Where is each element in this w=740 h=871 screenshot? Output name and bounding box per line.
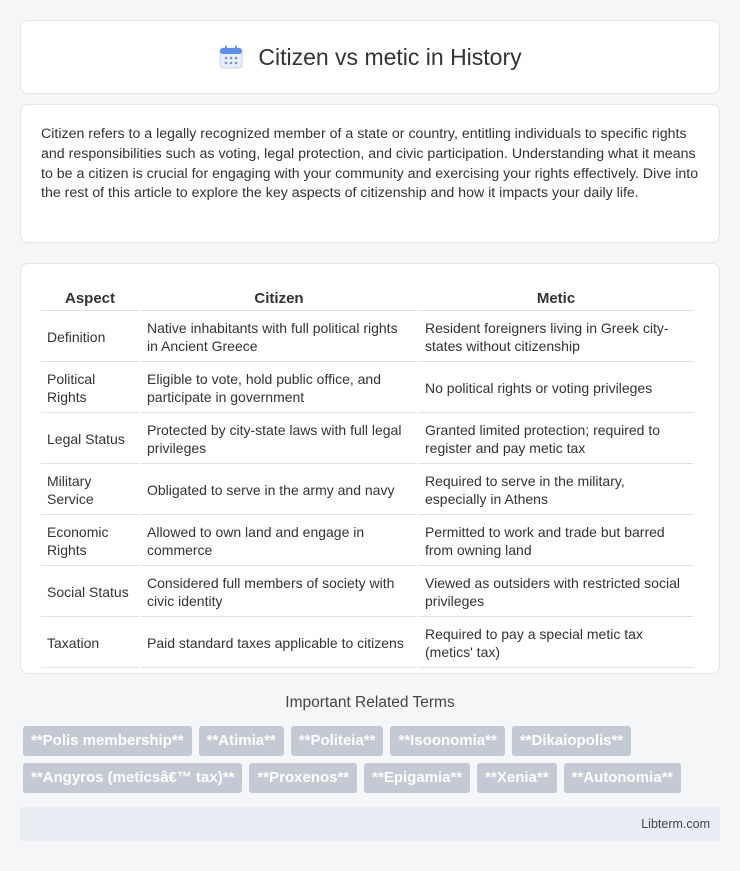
related-tag[interactable]: **Isoonomia** bbox=[390, 726, 504, 756]
footer-site-link[interactable]: Libterm.com bbox=[641, 817, 710, 831]
related-terms-tags bbox=[23, 726, 713, 800]
related-tag[interactable]: **Politeia** bbox=[291, 726, 384, 756]
cell-aspect: Political Rights bbox=[41, 364, 139, 413]
related-tag[interactable]: **Autonomia** bbox=[564, 763, 682, 793]
cell-aspect: Legal Status bbox=[41, 415, 139, 464]
cell-metic: Permitted to work and trade but barred from owning land bbox=[419, 517, 693, 566]
related-tag[interactable]: **Polis membership** bbox=[23, 726, 192, 756]
table-row bbox=[41, 517, 693, 566]
cell-citizen: Considered full members of society with civic identity bbox=[141, 568, 417, 617]
cell-metic: No political rights or voting privileges bbox=[419, 364, 693, 413]
table-header-row bbox=[41, 286, 693, 311]
related-tag[interactable]: **Angyros (meticsâ€™ tax)** bbox=[23, 763, 242, 793]
cell-aspect: Social Status bbox=[41, 568, 139, 617]
table-row bbox=[41, 313, 693, 362]
cell-citizen: Obligated to serve in the army and navy bbox=[141, 466, 417, 515]
cell-metic: Required to pay a special metic tax (metics' tax) bbox=[419, 619, 693, 668]
comparison-table-card bbox=[20, 263, 720, 674]
related-tag[interactable]: **Xenia** bbox=[477, 763, 556, 793]
header-metic: Metic bbox=[419, 286, 693, 311]
table-row bbox=[41, 466, 693, 515]
cell-aspect: Military Service bbox=[41, 466, 139, 515]
page-title: Citizen vs metic in History bbox=[258, 43, 522, 70]
related-tag[interactable]: **Atimia** bbox=[199, 726, 284, 756]
table-row bbox=[41, 568, 693, 617]
cell-citizen: Native inhabitants with full political rights in Ancient Greece bbox=[141, 313, 417, 362]
cell-aspect: Definition bbox=[41, 313, 139, 362]
related-terms-title: Important Related Terms bbox=[285, 694, 455, 711]
table-row bbox=[41, 619, 693, 668]
cell-metic: Resident foreigners living in Greek city-states without citizenship bbox=[419, 313, 693, 362]
cell-metic: Viewed as outsiders with restricted social privileges bbox=[419, 568, 693, 617]
cell-citizen: Allowed to own land and engage in commerce bbox=[141, 517, 417, 566]
cell-metic: Required to serve in the military, especially in Athens bbox=[419, 466, 693, 515]
cell-citizen: Paid standard taxes applicable to citizens bbox=[141, 619, 417, 668]
header-aspect: Aspect bbox=[41, 286, 139, 311]
table-row bbox=[41, 415, 693, 464]
tag-row bbox=[23, 763, 713, 793]
intro-text: Citizen refers to a legally recognized member of a state or country, entitling individuals to specific rights and responsibilities such as voting, legal protection, and civic participation. Understanding what it means to be a citizen is crucial for engaging with your community and exercising your rights effectively. Dive into the rest of this article to explore the key aspects of citizenship and how it impacts your daily life. bbox=[41, 126, 699, 202]
related-tag[interactable]: **Epigamia** bbox=[364, 763, 470, 793]
cell-citizen: Eligible to vote, hold public office, and participate in government bbox=[141, 364, 417, 413]
comparison-table bbox=[39, 284, 695, 670]
cell-citizen: Protected by city-state laws with full legal privileges bbox=[141, 415, 417, 464]
cell-aspect: Economic Rights bbox=[41, 517, 139, 566]
cell-aspect: Taxation bbox=[41, 619, 139, 668]
related-tag[interactable]: **Dikaiopolis** bbox=[512, 726, 631, 756]
calendar-icon bbox=[218, 44, 244, 70]
footer bbox=[20, 807, 720, 841]
related-tag[interactable]: **Proxenos** bbox=[249, 763, 357, 793]
intro-card bbox=[20, 104, 720, 243]
cell-metic: Granted limited protection; required to register and pay metic tax bbox=[419, 415, 693, 464]
title-card bbox=[20, 20, 720, 94]
table-row bbox=[41, 364, 693, 413]
header-citizen: Citizen bbox=[141, 286, 417, 311]
tag-row bbox=[23, 726, 713, 756]
